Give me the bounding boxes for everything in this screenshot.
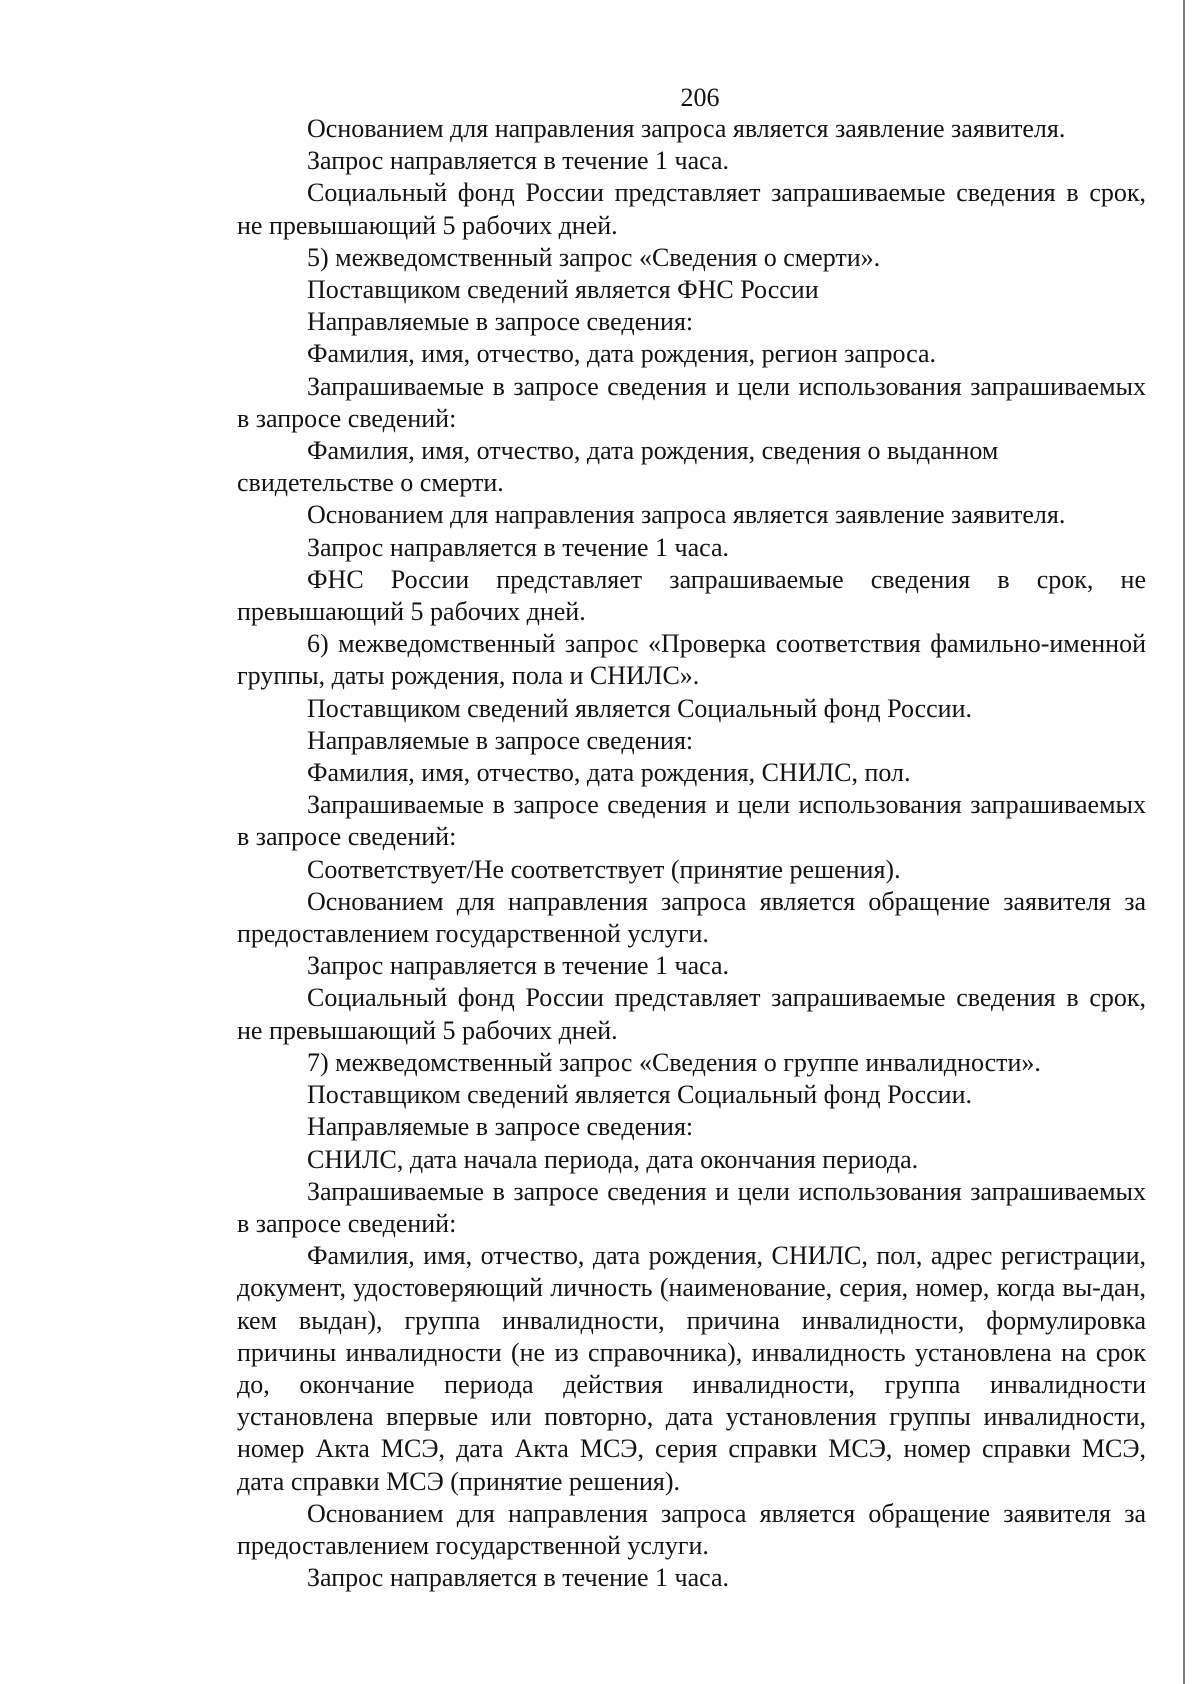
paragraph: ФНС России представляет запрашиваемые сведения в срок, не превышающий 5 рабочих дней. — [237, 564, 1146, 627]
paragraph: Фамилия, имя, отчество, дата рождения, СНИЛС, пол. — [307, 758, 911, 788]
paragraph: СНИЛС, дата начала периода, дата окончания периода. — [307, 1144, 919, 1174]
paragraph: Направляемые в запросе сведения: — [307, 1112, 694, 1142]
document-body — [237, 113, 1146, 1594]
paragraph: 5) межведомственный запрос «Сведения о смерти». — [307, 242, 881, 272]
paragraph: Основанием для направления запроса является заявление заявителя. — [307, 500, 1066, 530]
paragraph: Поставщиком сведений является Социальный фонд России. — [307, 1080, 973, 1110]
paragraph: Запрос направляется в течение 1 часа. — [307, 532, 730, 562]
page-number: 206 — [680, 83, 720, 112]
paragraph: Направляемые в запросе сведения: — [307, 725, 694, 755]
paragraph: Основанием для направления запроса является заявление заявителя. — [307, 114, 1066, 143]
paragraph: Поставщиком сведений является Социальный фонд России. — [307, 693, 973, 723]
paragraph: Соответствует/Не соответствует (принятие решения). — [307, 854, 901, 884]
paragraph: Запрос направляется в течение 1 часа. — [307, 1563, 730, 1593]
paragraph: Фамилия, имя, отчество, дата рождения, СНИЛС, пол, адрес регистрации, документ, удостоверяющий личность (наименование, серия, номер, когда вы-дан, кем выдан), группа инвалидности, причина инвалидности, формулировка причины инвалидности (не из справочника), инвалидность установлена на срок до, окончание периода действия инвалидности, группа инвалидности установлена впервые или повторно, дата установления группы инвалидности, номер Акта МСЭ, дата Акта МСЭ, серия справки МСЭ, номер справки МСЭ, дата справки МСЭ (принятие решения). — [237, 1241, 1146, 1496]
paragraph: Социальный фонд России представляет запрашиваемые сведения в срок, не превышающий 5 рабочих дней. — [237, 178, 1146, 240]
paragraph: Запрашиваемые в запросе сведения и цели использования запрашиваемых в запросе сведений: — [237, 1176, 1146, 1238]
paragraph: Основанием для направления запроса является обращение заявителя за предоставлением государственной услуги. — [237, 1498, 1146, 1560]
scan-edge-line — [1183, 0, 1185, 1684]
paragraph: Поставщиком сведений является ФНС России — [307, 275, 819, 305]
paragraph: Фамилия, имя, отчество, дата рождения, регион запроса. — [307, 339, 937, 369]
paragraph: 6) межведомственный запрос «Проверка соответствия фамильно-именной группы, даты рождения, пола и СНИЛС». — [237, 629, 1146, 691]
paragraph: 7) межведомственный запрос «Сведения о группе инвалидности». — [307, 1047, 1041, 1077]
paragraph: Фамилия, имя, отчество, дата рождения, сведения о выданном свидетельстве о смерти. — [237, 436, 999, 498]
paragraph: Направляемые в запросе сведения: — [307, 307, 694, 337]
paragraph: Запрашиваемые в запросе сведения и цели использования запрашиваемых в запросе сведений: — [237, 371, 1146, 433]
paragraph: Основанием для направления запроса является обращение заявителя за предоставлением государственной услуги. — [237, 886, 1146, 949]
paragraph: Запрос направляется в течение 1 часа. — [307, 146, 730, 176]
paragraph: Запрос направляется в течение 1 часа. — [307, 951, 730, 981]
paragraph: Запрашиваемые в запросе сведения и цели использования запрашиваемых в запросе сведений: — [237, 790, 1146, 852]
paragraph: Социальный фонд России представляет запрашиваемые сведения в срок, не превышающий 5 рабочих дней. — [237, 983, 1146, 1045]
